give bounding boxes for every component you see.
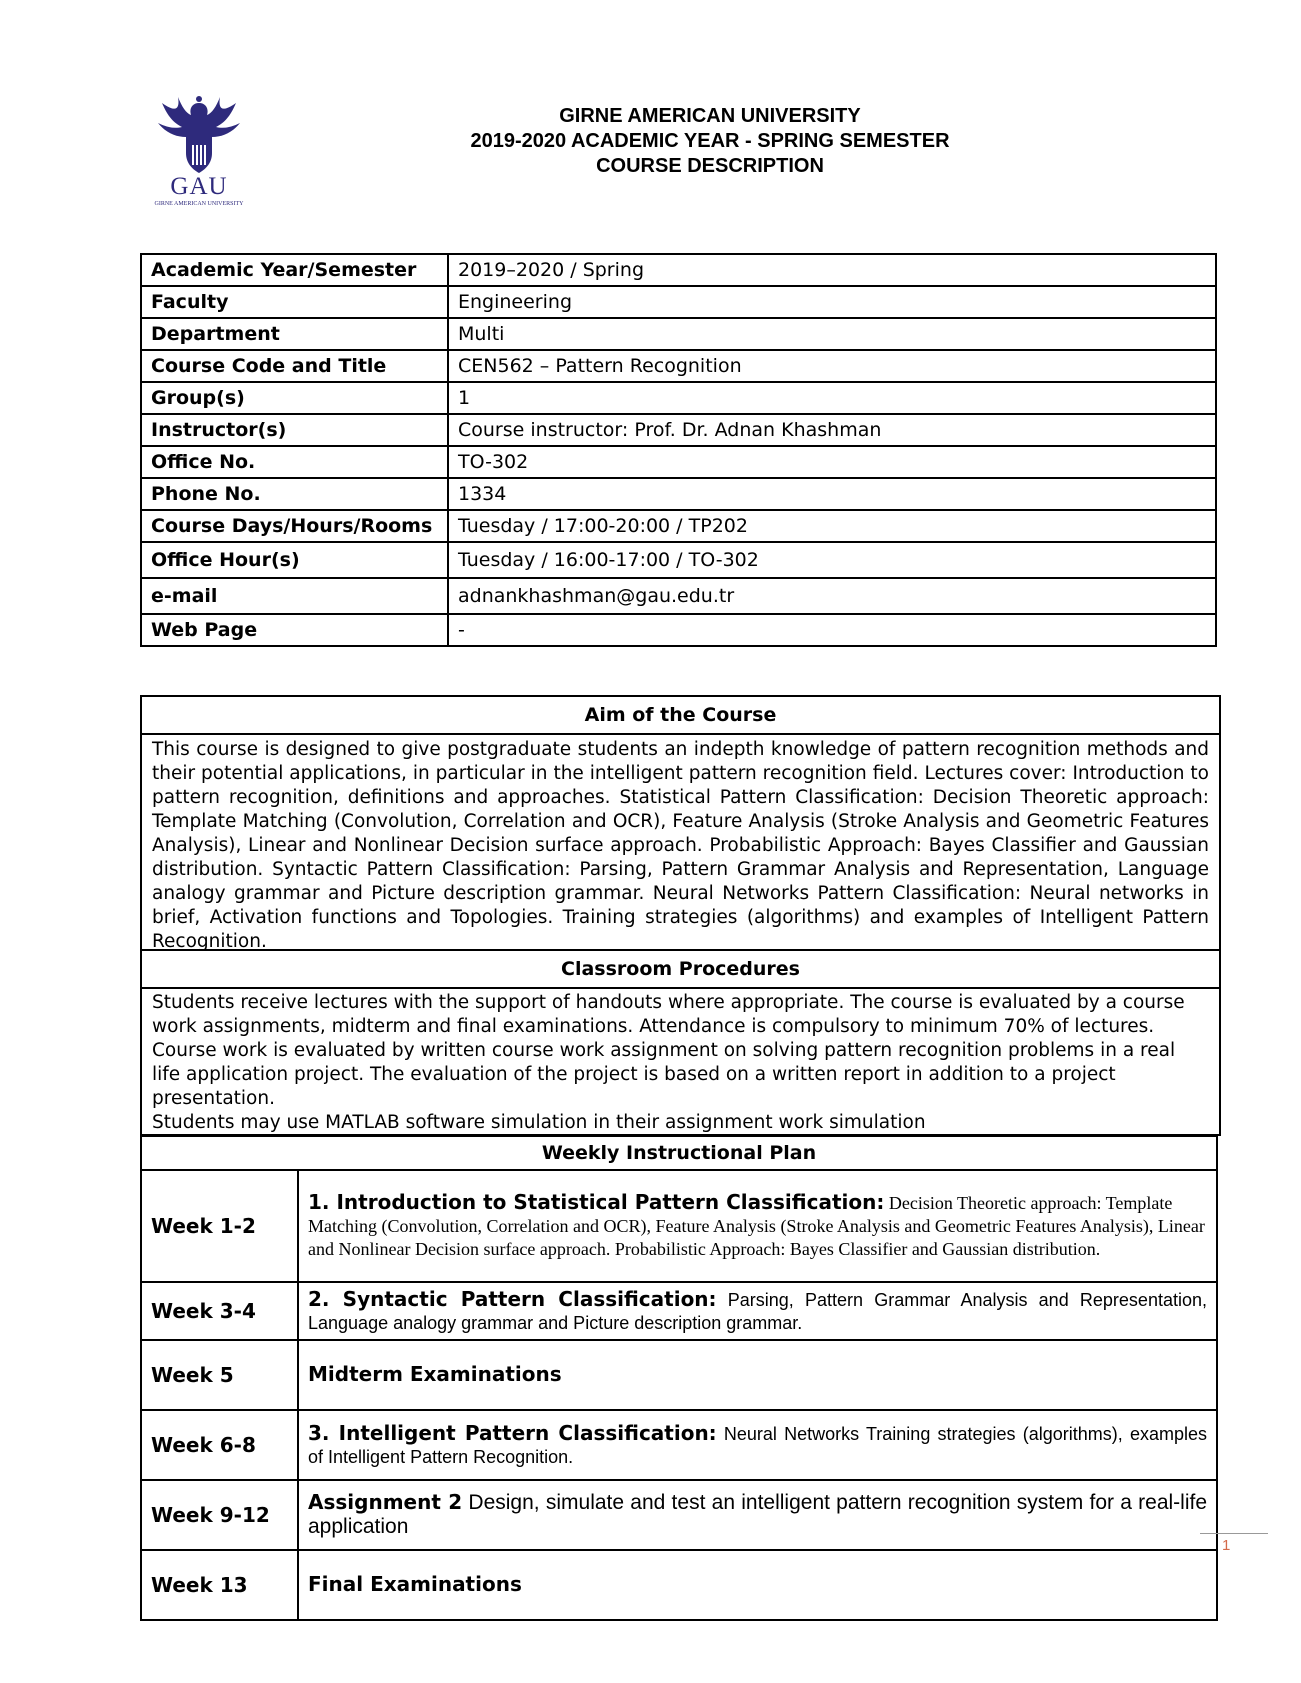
- week-topic-details: Decision Theoretic approach: Template Matching (Convolution, Correlation and OCR), Feature Analysis (Stroke Analysis and Geometric Features Analysis), Linear and Nonlinear Decision surface approach. Probabilistic Approach: Bayes Classifier and Gaussian distribution.: [308, 1193, 1205, 1259]
- info-value: Multi: [448, 318, 1216, 350]
- info-label: Academic Year/Semester: [141, 254, 448, 286]
- info-row: [141, 414, 1216, 446]
- info-label: Faculty: [141, 286, 448, 318]
- week-row: [141, 1282, 1217, 1340]
- course-info-table: [140, 253, 1217, 647]
- info-label: Office No.: [141, 446, 448, 478]
- week-description: [298, 1170, 1217, 1282]
- procedures-text: [142, 989, 1219, 1145]
- week-label: Week 6-8: [141, 1410, 298, 1480]
- weekly-plan-title: Weekly Instructional Plan: [141, 1136, 1217, 1170]
- week-topic-details: Neural Networks Training strategies (algorithms), examples of Intelligent Pattern Recognition.: [308, 1423, 1207, 1467]
- week-label: Week 1-2: [141, 1170, 298, 1282]
- info-value: Course instructor: Prof. Dr. Adnan Khashman: [448, 414, 1216, 446]
- info-row: [141, 542, 1216, 578]
- week-topic-details: Parsing, Pattern Grammar Analysis and Representation, Language analogy grammar and Picture description grammar.: [308, 1289, 1207, 1333]
- info-value: Engineering: [448, 286, 1216, 318]
- info-row: [141, 614, 1216, 646]
- week-row: [141, 1480, 1217, 1550]
- week-label: Week 13: [141, 1550, 298, 1620]
- university-logo: [150, 93, 248, 208]
- info-label: Phone No.: [141, 478, 448, 510]
- info-label: Web Page: [141, 614, 448, 646]
- week-topic-details: Design, simulate and test an intelligent pattern recognition system for a real-life application: [308, 1491, 1208, 1538]
- week-description: [298, 1410, 1217, 1480]
- week-description: [298, 1340, 1217, 1410]
- info-value: 1334: [448, 478, 1216, 510]
- week-topic: Final Examinations: [308, 1572, 522, 1596]
- info-row: [141, 382, 1216, 414]
- page-number-divider: [1200, 1533, 1268, 1534]
- info-row: [141, 350, 1216, 382]
- info-label: Instructor(s): [141, 414, 448, 446]
- university-name: GIRNE AMERICAN UNIVERSITY: [559, 105, 861, 127]
- week-topic: 1. Introduction to Statistical Pattern Classification:: [308, 1190, 885, 1214]
- week-description: [298, 1282, 1217, 1340]
- eagle-emblem-icon: [156, 93, 242, 175]
- info-value: CEN562 – Pattern Recognition: [448, 350, 1216, 382]
- procedures-line: Course work is evaluated by written course work assignment on solving pattern recognition problems in a real life application project. The evaluation of the project is based on a written report in addition to a project presentation.: [152, 1040, 1176, 1109]
- procedures-line: Students may use MATLAB software simulation in their assignment work simulation: [152, 1112, 926, 1133]
- info-label: Department: [141, 318, 448, 350]
- info-label: Course Days/Hours/Rooms: [141, 510, 448, 542]
- week-row: [141, 1410, 1217, 1480]
- aim-title: Aim of the Course: [142, 697, 1219, 735]
- week-description: [298, 1550, 1217, 1620]
- info-row: [141, 478, 1216, 510]
- logo-abbreviation: GAU: [170, 173, 228, 200]
- week-topic: 3. Intelligent Pattern Classification:: [308, 1420, 717, 1445]
- info-value: -: [448, 614, 1216, 646]
- procedures-line: Students receive lectures with the support of handouts where appropriate. The course is evaluated by a course work assignments, midterm and final examinations. Attendance is compulsory to minimum 70% of lectures.: [152, 992, 1185, 1037]
- info-value: Tuesday / 17:00-20:00 / TP202: [448, 510, 1216, 542]
- info-row: [141, 286, 1216, 318]
- document-header: [350, 104, 1070, 179]
- info-row: [141, 254, 1216, 286]
- info-row: [141, 446, 1216, 478]
- info-value: Tuesday / 16:00-17:00 / TO-302: [448, 542, 1216, 578]
- aim-text: This course is designed to give postgraduate students an indepth knowledge of pattern recognition methods and their potential applications, in particular in the intelligent pattern recognition field. Lectures cover: Introduction to pattern recognition, definitions and approaches. Statistical Pattern Classification: Decision Theoretic approach: Template Matching (Convolution, Correlation and OCR), Feature Analysis (Stroke Analysis and Geometric Features Analysis), Linear and Nonlinear Decision surface approach. Probabilistic Approach: Bayes Classifier and Gaussian distribution. Syntactic Pattern Classification: Parsing, Pattern Grammar Analysis and Representation, Language analogy grammar and Picture description grammar. Neural Networks Pattern Classification: Neural networks in brief, Activation functions and Topologies. Training strategies (algorithms) and examples of Intelligent Pattern Recognition.: [152, 739, 1209, 952]
- info-value: adnankhashman@gau.edu.tr: [448, 578, 1216, 614]
- info-label: Course Code and Title: [141, 350, 448, 382]
- info-value: TO-302: [448, 446, 1216, 478]
- info-row: [141, 578, 1216, 614]
- procedures-title: Classroom Procedures: [142, 951, 1219, 989]
- aim-section: [140, 695, 1221, 961]
- weekly-plan-table: [140, 1135, 1218, 1621]
- page-number: 1: [1222, 1537, 1231, 1554]
- week-topic: Midterm Examinations: [308, 1362, 562, 1386]
- info-label: Office Hour(s): [141, 542, 448, 578]
- week-topic: Assignment 2: [308, 1490, 463, 1514]
- week-description: [298, 1480, 1217, 1550]
- info-value: 2019–2020 / Spring: [448, 254, 1216, 286]
- info-row: [141, 318, 1216, 350]
- logo-subtitle: GIRNE AMERICAN UNIVERSITY: [154, 201, 244, 207]
- document-title: COURSE DESCRIPTION: [596, 155, 824, 177]
- week-label: Week 9-12: [141, 1480, 298, 1550]
- academic-year-heading: 2019-2020 ACADEMIC YEAR - SPRING SEMESTER: [470, 130, 950, 152]
- week-row: [141, 1170, 1217, 1282]
- info-value: 1: [448, 382, 1216, 414]
- week-row: [141, 1550, 1217, 1620]
- week-label: Week 5: [141, 1340, 298, 1410]
- info-label: e-mail: [141, 578, 448, 614]
- week-label: Week 3-4: [141, 1282, 298, 1340]
- week-row: [141, 1340, 1217, 1410]
- week-topic: 2. Syntactic Pattern Classification:: [308, 1286, 717, 1311]
- procedures-section: [140, 949, 1221, 1136]
- info-row: [141, 510, 1216, 542]
- info-label: Group(s): [141, 382, 448, 414]
